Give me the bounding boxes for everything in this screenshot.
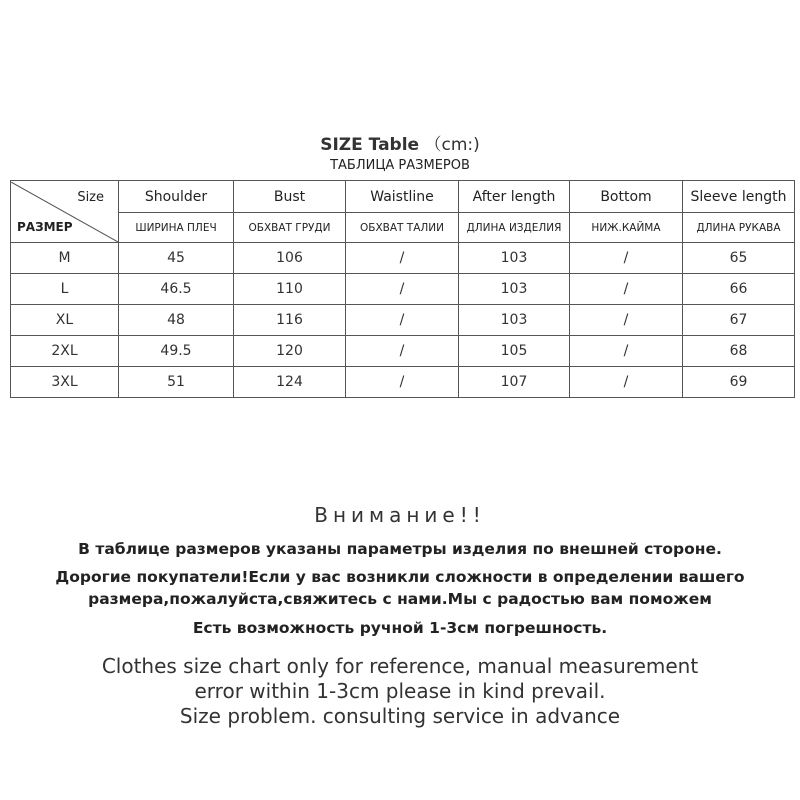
- table-row: [11, 367, 795, 398]
- corner-cell: [11, 181, 119, 243]
- size-cell: XL: [11, 305, 119, 336]
- table-row: [11, 336, 795, 367]
- notice-title: Внимание!!: [314, 503, 486, 527]
- table-cell: /: [570, 367, 683, 398]
- table-cell: 68: [683, 336, 795, 367]
- notice-en-line: error within 1-3cm please in kind prevail.: [194, 679, 606, 703]
- notice-ru-line: размера,пожалуйста,свяжитесь с нами.Мы с радостью вам поможем: [88, 590, 712, 608]
- page-title: [0, 134, 800, 156]
- table-cell: 67: [683, 305, 795, 336]
- table-row: [11, 274, 795, 305]
- size-cell: M: [11, 243, 119, 274]
- table-cell: /: [346, 274, 459, 305]
- table-cell: 107: [459, 367, 570, 398]
- table-row: [11, 243, 795, 274]
- table-cell: /: [346, 243, 459, 274]
- notice-ru-line: В таблице размеров указаны параметры изделия по внешней стороне.: [78, 540, 722, 558]
- table-cell: 105: [459, 336, 570, 367]
- table-cell: 103: [459, 274, 570, 305]
- col-header-ru-waist: ОБХВАТ ТАЛИИ: [346, 213, 459, 243]
- table-cell: 124: [234, 367, 346, 398]
- page-subtitle: ТАБЛИЦА РАЗМЕРОВ: [330, 158, 470, 173]
- table-cell: 45: [119, 243, 234, 274]
- table-cell: 103: [459, 243, 570, 274]
- table-cell: /: [346, 305, 459, 336]
- header-row-ru: [11, 213, 795, 243]
- notice-ru-line: Есть возможность ручной 1-3см погрешность.: [192, 619, 608, 637]
- title-main: SIZE Table: [320, 135, 420, 155]
- col-header-sleeve-length: Sleeve length: [683, 181, 795, 213]
- table-cell: 110: [234, 274, 346, 305]
- size-cell: 2XL: [11, 336, 119, 367]
- table-cell: 51: [119, 367, 234, 398]
- table-cell: /: [346, 336, 459, 367]
- size-cell: L: [11, 274, 119, 305]
- notice-en-line: Clothes size chart only for reference, manual measurement: [101, 654, 699, 678]
- table-cell: 46.5: [119, 274, 234, 305]
- col-header-ru-sleeve: ДЛИНА РУКАВА: [683, 213, 795, 243]
- col-header-shoulder: Shoulder: [119, 181, 234, 213]
- col-header-ru-bottom: НИЖ.КАЙМА: [570, 213, 683, 243]
- table-cell: 48: [119, 305, 234, 336]
- col-header-ru-bust: ОБХВАТ ГРУДИ: [234, 213, 346, 243]
- table-cell: /: [570, 243, 683, 274]
- table-cell: 49.5: [119, 336, 234, 367]
- corner-razmer-label: РАЗМЕР: [17, 219, 73, 234]
- size-table: [10, 180, 795, 398]
- col-header-waistline: Waistline: [346, 181, 459, 213]
- table-cell: 103: [459, 305, 570, 336]
- corner-size-label: Size: [77, 189, 104, 205]
- table-cell: /: [570, 336, 683, 367]
- table-cell: 69: [683, 367, 795, 398]
- title-unit: （cm:): [424, 135, 480, 155]
- notice-ru-line: Дорогие покупатели!Если у вас возникли сложности в определении вашего: [55, 568, 745, 586]
- header-row-en: [11, 181, 795, 213]
- col-header-after-length: After length: [459, 181, 570, 213]
- table-row: [11, 305, 795, 336]
- notice-en-line: Size problem. consulting service in advance: [179, 704, 621, 728]
- table-cell: /: [570, 274, 683, 305]
- table-cell: 66: [683, 274, 795, 305]
- table-cell: /: [346, 367, 459, 398]
- col-header-bottom: Bottom: [570, 181, 683, 213]
- col-header-bust: Bust: [234, 181, 346, 213]
- table-cell: 116: [234, 305, 346, 336]
- table-cell: 120: [234, 336, 346, 367]
- size-cell: 3XL: [11, 367, 119, 398]
- table-cell: /: [570, 305, 683, 336]
- col-header-ru-shoulder: ШИРИНА ПЛЕЧ: [119, 213, 234, 243]
- col-header-ru-length: ДЛИНА ИЗДЕЛИЯ: [459, 213, 570, 243]
- table-cell: 65: [683, 243, 795, 274]
- table-cell: 106: [234, 243, 346, 274]
